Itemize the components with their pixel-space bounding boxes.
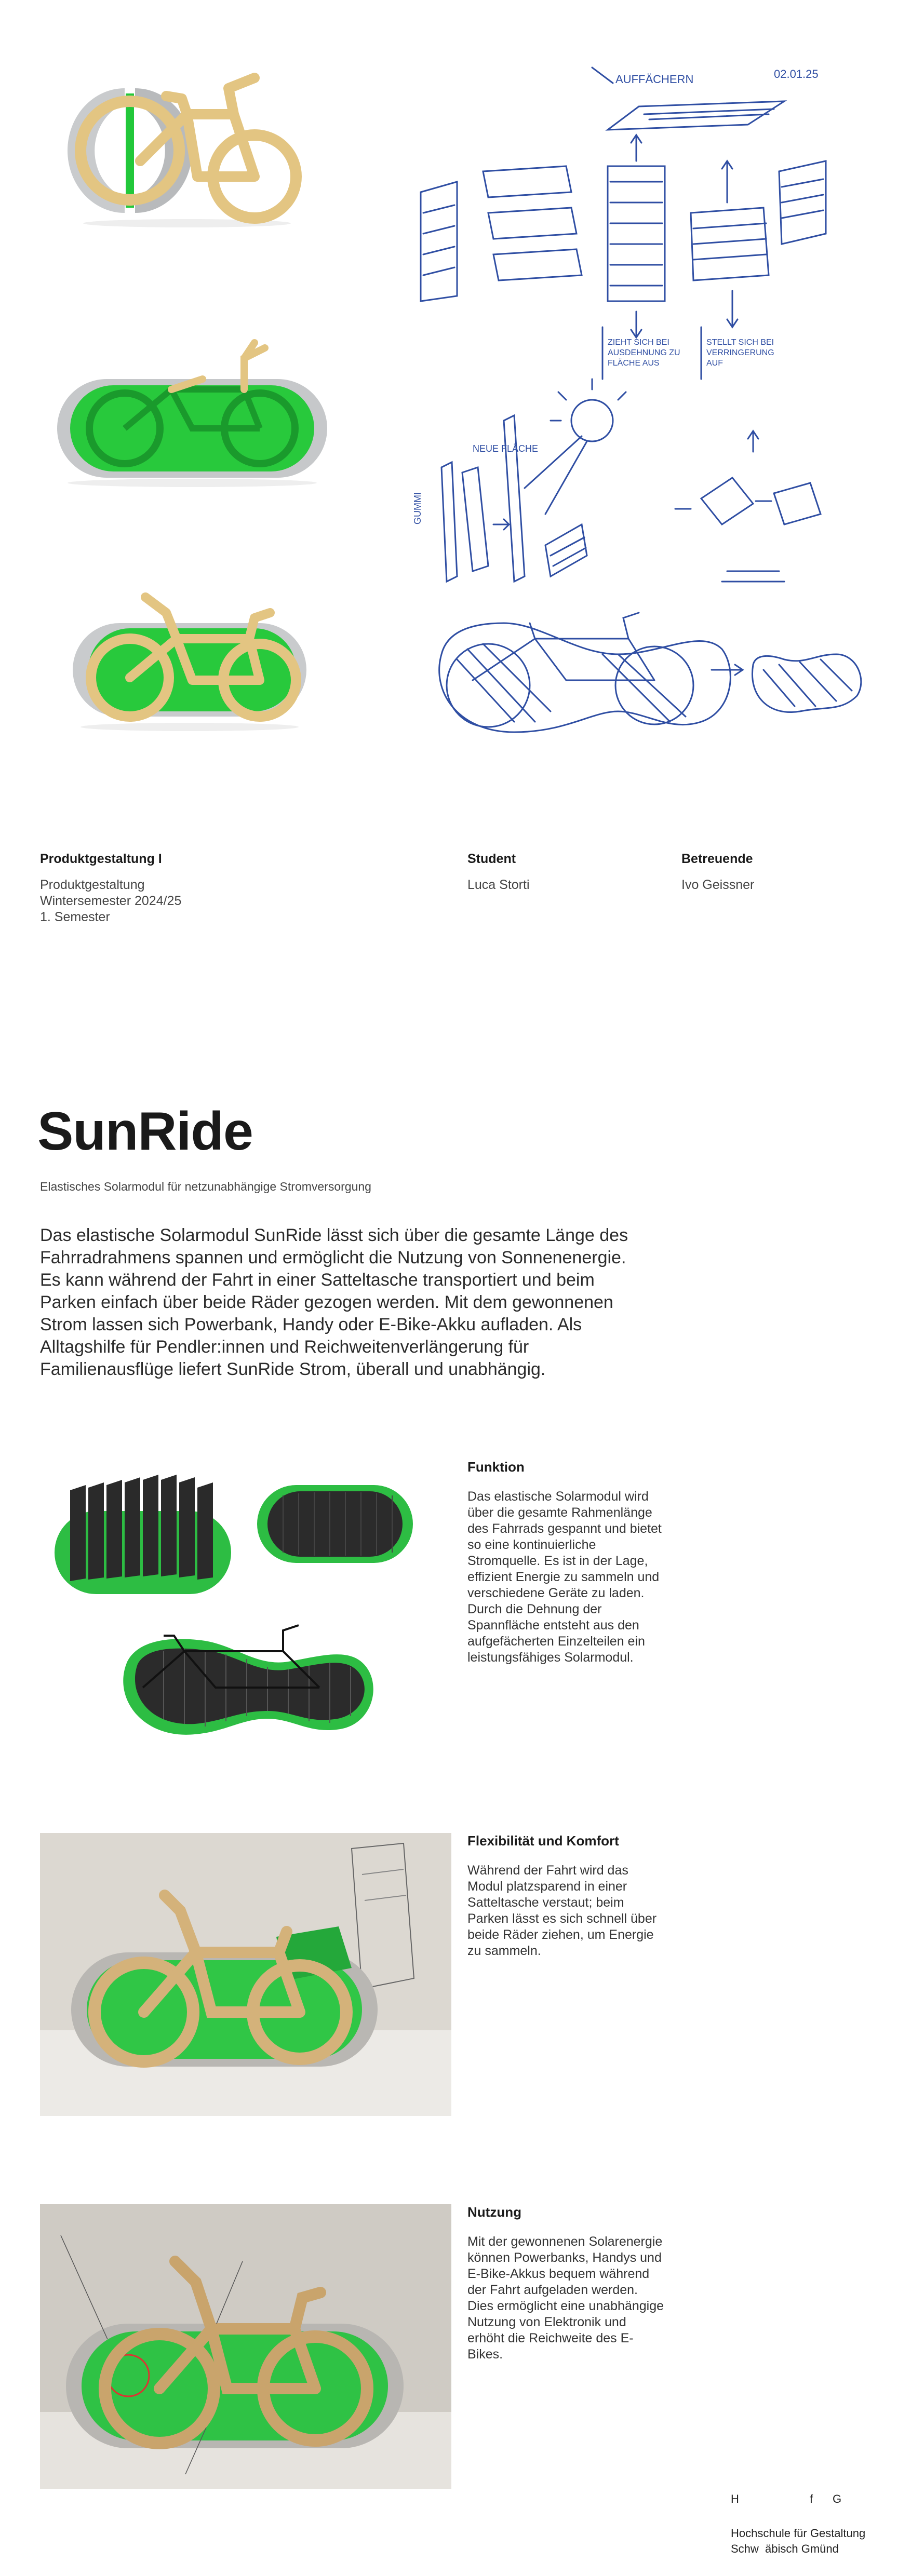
- sketch-label-sun: NEUE FLÄCHE: [473, 443, 539, 454]
- sketch-note-left: ZIEHT SICH BEI AUSDEHNUNG ZU FLÄCHE AUS: [608, 338, 680, 368]
- student-info: [467, 852, 623, 893]
- section-flexibility: [467, 1833, 665, 1959]
- student-name: Luca Storti: [467, 878, 530, 892]
- logo-line-1: Hochschule für Gestaltung: [731, 2527, 866, 2540]
- sketch-label-top: AUFFÄCHERN: [615, 73, 694, 86]
- course-title: Produktgestaltung I: [40, 852, 162, 866]
- render-bike-folded: [62, 57, 312, 228]
- section-text: Während der Fahrt wird das Modul platzsparend in einer Satteltasche verstaut; beim Parken lässt es sich schnell über beide Räder ziehen, um Energie zu sammeln.: [467, 1863, 657, 1958]
- render-modules: [39, 1459, 449, 1755]
- course-info: [40, 852, 300, 925]
- concept-sketches: [410, 57, 867, 748]
- section-usage: [467, 2204, 665, 2363]
- sketch-date: 02.01.25: [774, 68, 819, 80]
- render-bike-panel-angled: [62, 561, 317, 732]
- logo-mark-h: H: [731, 2492, 739, 2505]
- logo-line-2: Schw äbisch Gmünd: [731, 2542, 839, 2555]
- sketch-label-side: GUMMI: [412, 492, 423, 524]
- supervisor-label: Betreuende: [681, 852, 753, 866]
- photo-model-saddlebag: [40, 1833, 451, 2116]
- course-line: Wintersemester 2024/25: [40, 894, 182, 908]
- supervisor-info: [681, 852, 837, 893]
- sketch-note-right: STELLT SICH BEI VERRINGERUNG AUF: [706, 338, 774, 368]
- section-heading: Nutzung: [467, 2204, 521, 2220]
- section-heading: Flexibilität und Komfort: [467, 1833, 619, 1849]
- logo-mark-f: f: [810, 2492, 813, 2505]
- course-line: Produktgestaltung: [40, 878, 145, 892]
- school-logo: [731, 2492, 897, 2556]
- render-bike-panel-side: [47, 327, 338, 488]
- section-function: [467, 1459, 665, 1666]
- section-text: Das elastische Solarmodul wird über die gesamte Rahmenlänge des Fahrrads gespannt und bietet so eine kontinuierliche Stromquelle. Es ist in der Lage, effizient Energie zu sammeln und verschiedene Geräte zu laden. Durch die Dehnung der Spannfläche entsteht aus den aufgefächerten Einzelteilen ein leistungsfähiges Solarmodul.: [467, 1489, 662, 1665]
- course-details: [40, 877, 300, 925]
- page-subtitle: Elastisches Solarmodul für netzunabhängige Stromversorgung: [40, 1180, 371, 1193]
- supervisor-name: Ivo Geissner: [681, 878, 755, 892]
- student-label: Student: [467, 852, 516, 866]
- section-heading: Funktion: [467, 1459, 525, 1475]
- logo-mark-g: G: [833, 2492, 842, 2505]
- intro-paragraph: Das elastische Solarmodul SunRide lässt sich über die gesamte Länge des Fahrradrahmens spannen und ermöglicht die Nutzung von Sonnenenergie. Es kann während der Fahrt in einer Satteltasche transportiert und beim Parken einfach über beide Räder gezogen werden. Mit dem gewonnenen Strom lassen sich Powerbank, Handy oder E-Bike-Akku aufladen. Als Alltagshilfe für Pendler:innen und Reichweitenverlängerung für Familienausflüge liefert SunRide Strom, überall und unabhängig.: [40, 1225, 628, 1379]
- photo-model-usage: [40, 2204, 451, 2489]
- section-text: Mit der gewonnenen Solarenergie können Powerbanks, Handys und E-Bike-Akkus bequem während der Fahrt aufgeladen werden. Dies ermöglicht eine unabhängige Nutzung von Elektronik und erhöht die Reichweite des E-Bikes.: [467, 2234, 664, 2362]
- page-title: SunRide: [37, 1101, 253, 1162]
- course-line: 1. Semester: [40, 910, 110, 924]
